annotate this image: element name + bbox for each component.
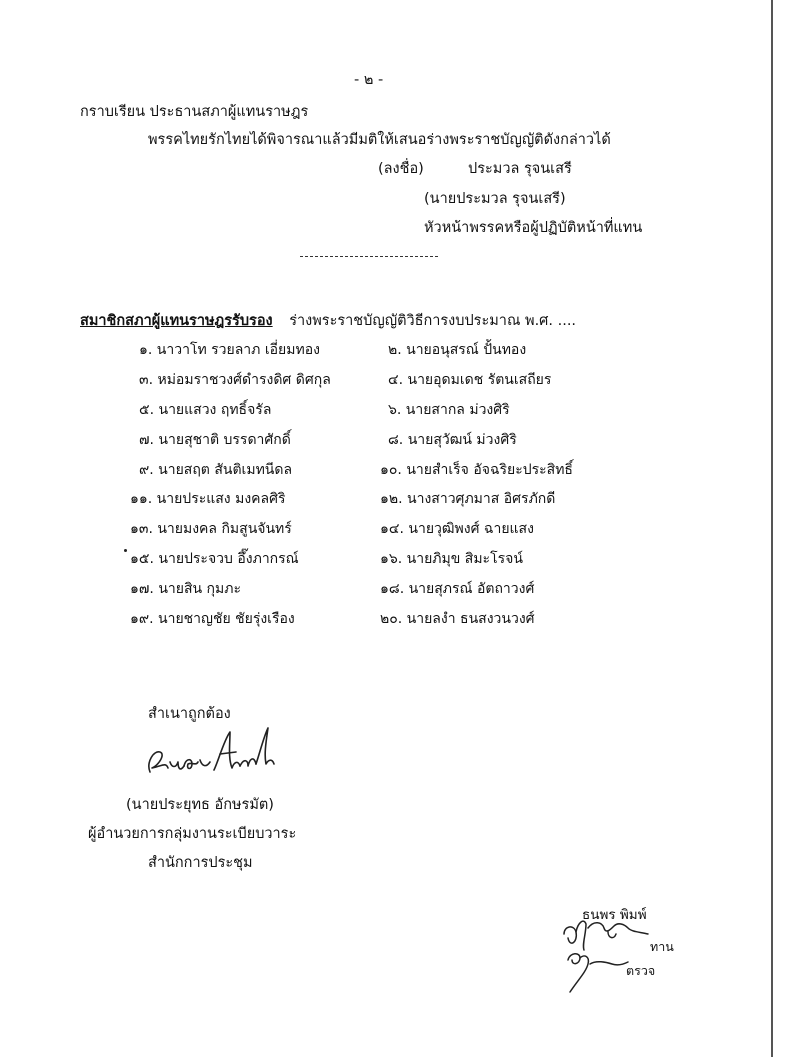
- page-number: - ๒ -: [354, 72, 384, 88]
- dashed-divider: [300, 256, 438, 257]
- signature-name: ประมวล รุจนเสรี: [468, 161, 572, 177]
- member-item: ๙. นายสฤต สันติเมทนีดล: [139, 462, 293, 478]
- page-border-line: [771, 0, 773, 1057]
- member-item: ๒. นายอนุสรณ์ ปั้นทอง: [388, 342, 527, 358]
- checker-initials: [560, 944, 630, 1000]
- member-item: ๔. นายอุดมเดช รัตนเสถียร: [388, 372, 552, 388]
- member-item: ๖. นายสากล ม่วงศิริ: [388, 402, 510, 418]
- member-item: ๓. หม่อมราชวงศ์ดำรงดิศ ดิศกุล: [139, 372, 331, 388]
- member-item: ๑๘. นายสุภรณ์ อัตถาวงศ์: [380, 581, 535, 597]
- member-item: ๑๕. นายประจวบ อึ๊งภากรณ์: [130, 551, 299, 567]
- member-item: ๑๐. นายสำเร็จ อัจฉริยะประสิทธิ์: [380, 462, 573, 478]
- members-heading-line: [80, 309, 576, 332]
- bill-title: ร่างพระราชบัญญัติวิธีการงบประมาณ พ.ศ. ....: [289, 313, 577, 329]
- party-consent-text: พรรคไทยรักไทยได้พิจารณาแล้วมีมติให้เสนอร่างพระราชบัญญัติดังกล่าวได้: [148, 132, 611, 148]
- salutation: กราบเรียน ประธานสภาผู้แทนราษฎร: [80, 104, 309, 120]
- member-item: ๗. นายสุชาติ บรรดาศักดิ์: [139, 432, 291, 448]
- member-item: ๒๐. นายลงำ ธนสงวนวงศ์: [380, 611, 535, 627]
- certifier-position: ผู้อำนวยการกลุ่มงานระเบียบวาระ: [88, 826, 297, 842]
- member-item: ๑๙. นายชาญชัย ชัยรุ่งเรือง: [130, 611, 295, 627]
- typed-label: ทาน: [650, 939, 674, 954]
- signature-full-name: (นายประมวล รุจนเสรี): [424, 191, 566, 207]
- member-item: ๑๓. นายมงคล กิมสูนจันทร์: [130, 521, 292, 537]
- handwritten-signature: [140, 722, 280, 788]
- certifier-office: สำนักการประชุม: [148, 855, 253, 871]
- certified-copy-label: สำเนาถูกต้อง: [148, 706, 231, 722]
- member-item: ๑๒. นางสาวศุภมาส อิศรภักดี: [380, 491, 556, 507]
- member-item: ๘. นายสุวัฒน์ ม่วงศิริ: [388, 432, 517, 448]
- member-item: ๑๖. นายภิมุข สิมะโรจน์: [380, 551, 523, 567]
- typist-name: ธนพร พิมพ์: [582, 907, 647, 923]
- member-item: ๕. นายแสวง ฤทธิ์จรัล: [139, 402, 272, 418]
- certifier-name: (นายประยุทธ อักษรมัต): [126, 797, 274, 813]
- member-item: ๑๔. นายวุฒิพงศ์ ฉายแสง: [380, 521, 534, 537]
- member-item: ๑๑. นายประแสง มงคลศิริ: [130, 491, 286, 507]
- member-item: ๑. นาวาโท รวยลาภ เอี่ยมทอง: [139, 342, 320, 358]
- members-heading: สมาชิกสภาผู้แทนราษฎรรับรอง: [80, 313, 273, 329]
- signature-position: หัวหน้าพรรคหรือผู้ปฏิบัติหน้าที่แทน: [424, 220, 643, 236]
- checked-label: ตรวจ: [626, 963, 656, 978]
- member-item: ๑๗. นายสิน กุมภะ: [130, 581, 241, 597]
- scan-speck: [124, 549, 127, 552]
- signature-label: (ลงชื่อ): [378, 161, 424, 177]
